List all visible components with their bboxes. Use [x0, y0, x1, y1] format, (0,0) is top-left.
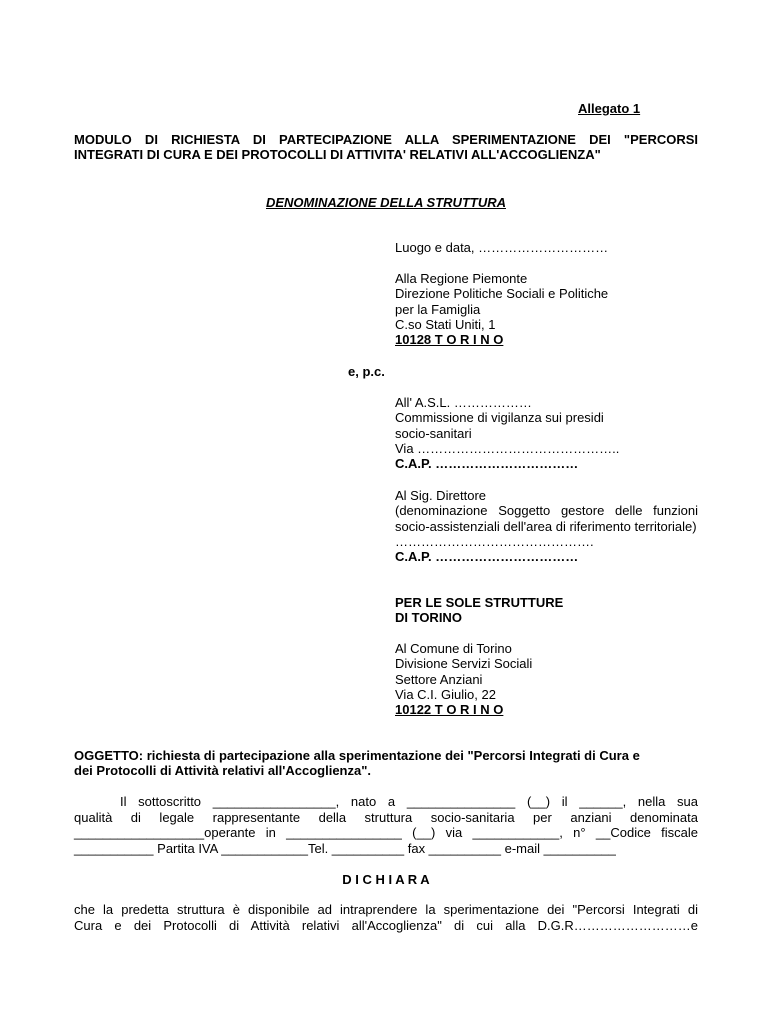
- torino-only-line-2: DI TORINO: [395, 610, 462, 626]
- document-title: [74, 132, 698, 163]
- asl-line-1: All' A.S.L. ………………: [395, 395, 532, 410]
- regione-cap-city: 10128 T O R I N O: [395, 332, 504, 348]
- direttore-dots: ……………………………………….: [395, 533, 594, 549]
- sottoscritto-row-1: Il sottoscritto _________________, nato a _______________ (__) il ______, nella sua: [120, 794, 698, 809]
- asl-cap: C.A.P. ……………………………: [395, 456, 579, 472]
- comune-cap-city: 10122 T O R I N O: [395, 702, 504, 718]
- sottoscritto-row-3: __________________operante in ________________ (__) via ____________, n° __Codice fiscale: [74, 825, 698, 840]
- torino-only-heading: [395, 595, 698, 626]
- regione-line-4: C.so Stati Uniti, 1: [395, 316, 496, 332]
- direttore-cap: C.A.P. ……………………………: [395, 549, 579, 565]
- comune-line-4: Via C.I. Giulio, 22: [395, 686, 496, 702]
- recipient-comune: [395, 641, 698, 717]
- sottoscritto-paragraph: [74, 794, 698, 856]
- oggetto-section: [74, 748, 698, 779]
- closing-row-2: Cura e dei Protocolli di Attività relativi all'Accoglienza" di cui alla D.G.R………………………e: [74, 917, 698, 933]
- recipient-direttore: [395, 488, 698, 564]
- sottoscritto-row-2: qualità di legale rappresentante della struttura socio-sanitaria per anziani denominata: [74, 809, 698, 825]
- oggetto-line-2: dei Protocolli di Attività relativi all'Accoglienza".: [74, 763, 372, 779]
- regione-line-3: per la Famiglia: [395, 301, 481, 317]
- title-line-1: MODULO DI RICHIESTA DI PARTECIPAZIONE ALLA SPERIMENTAZIONE DEI "PERCORSI: [74, 132, 698, 147]
- luogo-e-data: Luogo e data, …………………………: [395, 240, 609, 255]
- closing-paragraph: [74, 902, 698, 933]
- allegato-label: Allegato 1: [578, 101, 641, 116]
- asl-line-3: socio-sanitari: [395, 425, 472, 441]
- oggetto-line-1: OGGETTO: richiesta di partecipazione alla sperimentazione dei "Percorsi Integrati di Cura e: [74, 748, 640, 763]
- torino-only-line-1: PER LE SOLE STRUTTURE: [395, 595, 564, 610]
- direttore-description: (denominazione Soggetto gestore delle funzioni socio-assistenziali dell'area di riferimento territoriale): [395, 503, 698, 534]
- direttore-line-1: Al Sig. Direttore: [395, 488, 487, 503]
- closing-row-1: che la predetta struttura è disponibile ad intraprendere la sperimentazione dei "Percorsi Integrati di: [74, 902, 698, 917]
- title-line-2: INTEGRATI DI CURA E DEI PROTOCOLLI DI ATTIVITA' RELATIVI ALL'ACCOGLIENZA": [74, 147, 601, 163]
- denominazione-struttura: DENOMINAZIONE DELLA STRUTTURA: [265, 195, 506, 210]
- comune-line-3: Settore Anziani: [395, 671, 483, 687]
- sottoscritto-row-4: ___________ Partita IVA ____________Tel. __________ fax __________ e-mail __________: [74, 840, 616, 856]
- epc-label: e, p.c.: [348, 364, 385, 379]
- comune-line-2: Divisione Servizi Sociali: [395, 656, 533, 672]
- recipient-regione: [395, 271, 698, 347]
- dichiara-heading: D I C H I A R A: [342, 872, 430, 887]
- recipient-asl: [395, 395, 698, 471]
- asl-via: Via ………………………………………..: [395, 440, 620, 456]
- comune-line-1: Al Comune di Torino: [395, 641, 512, 656]
- regione-line-2: Direzione Politiche Sociali e Politiche: [395, 286, 609, 302]
- regione-line-1: Alla Regione Piemonte: [395, 271, 528, 286]
- asl-line-2: Commissione di vigilanza sui presidi: [395, 410, 604, 426]
